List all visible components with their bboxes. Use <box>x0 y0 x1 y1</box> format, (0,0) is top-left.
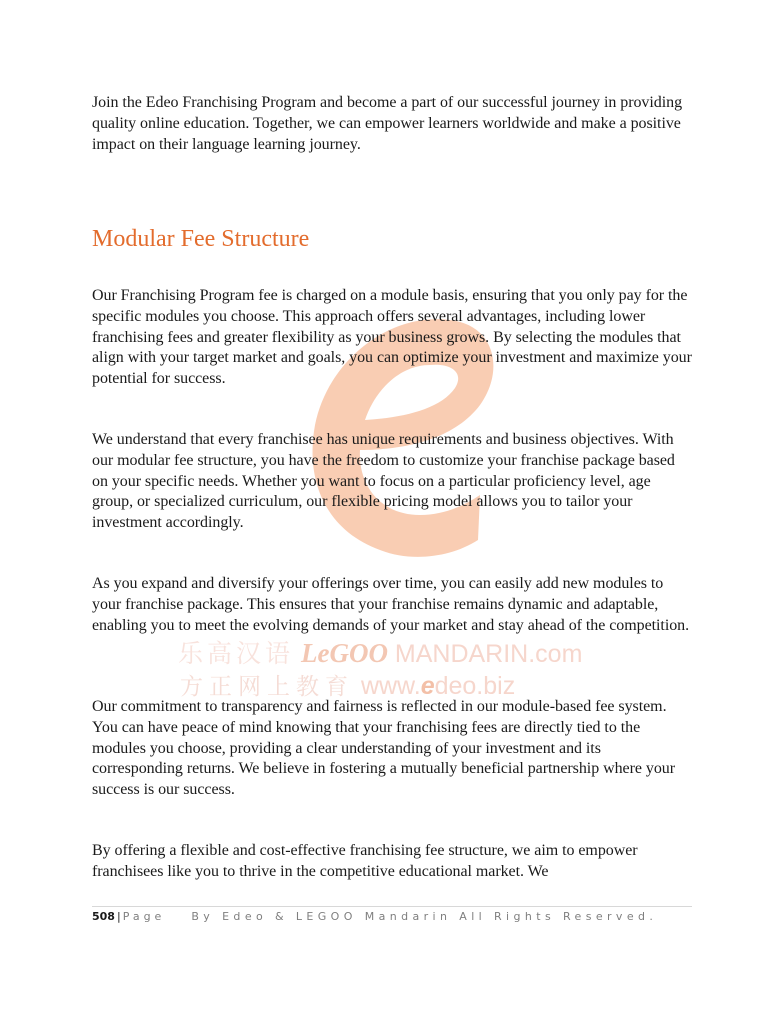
watermark-url-suffix: deo.biz <box>434 672 516 700</box>
watermark-brand-text: LeGOO <box>300 638 388 668</box>
body-paragraph: By offering a flexible and cost-effective franchising fee structure, we aim to empower franchisees like you to thrive in the competitive educational market. We <box>92 842 638 880</box>
section-heading: Modular Fee Structure <box>92 226 310 252</box>
footer-rights-text: By Edeo & LEGOO Mandarin All Rights Reserved. <box>191 910 658 923</box>
page-number: 508 <box>92 910 115 923</box>
watermark-url-e: e <box>420 672 435 700</box>
watermark-url-prefix: www. <box>354 672 421 700</box>
footer-separator: | <box>116 910 121 923</box>
page-footer <box>92 910 657 923</box>
body-paragraph: We understand that every franchisee has unique requirements and business objectives. With our modular fee structure, you have the freedom to customize your franchise package based on your specific needs. Whether you want to focus on a particular proficiency level, age group, or specialized curriculum, our flexible pricing model allows you to tailor your investment accordingly. <box>92 431 675 532</box>
watermark-legoo-line <box>178 634 582 670</box>
watermark-cn-text: 乐高汉语 <box>178 640 295 668</box>
watermark-site-text: MANDARIN.com <box>387 640 583 668</box>
body-paragraph: As you expand and diversify your offerings over time, you can easily add new modules to your franchise package. This ensures that your franchise remains dynamic and adaptable, enabling you to meet the evolving demands of your market and stay ahead of the competition. <box>92 575 690 634</box>
body-paragraph: Our Franchising Program fee is charged on a module basis, ensuring that you only pay for the specific modules you choose. This approach offers several advantages, including lower franchising fees and greater flexibility as your business grows. By selecting the modules that align with your target market and goals, you can optimize your investment and maximize your potential for success. <box>92 287 692 388</box>
footer-divider <box>92 906 692 907</box>
page-label: Page <box>122 910 166 923</box>
body-paragraph: Our commitment to transparency and fairness is reflected in our module-based fee system. You can have peace of mind knowing that your franchising fees are directly tied to the modules you choose, providing a clear understanding of your investment and its corresponding returns. We believe in fostering a mutually beneficial partnership where your success is our success. <box>92 698 676 799</box>
intro-paragraph: Join the Edeo Franchising Program and become a part of our successful journey in providing quality online education. Together, we can empower learners worldwide and make a positive impact on their language learning journey. <box>92 94 683 153</box>
watermark-cn-text-2: 方正网上教育 <box>180 674 354 700</box>
